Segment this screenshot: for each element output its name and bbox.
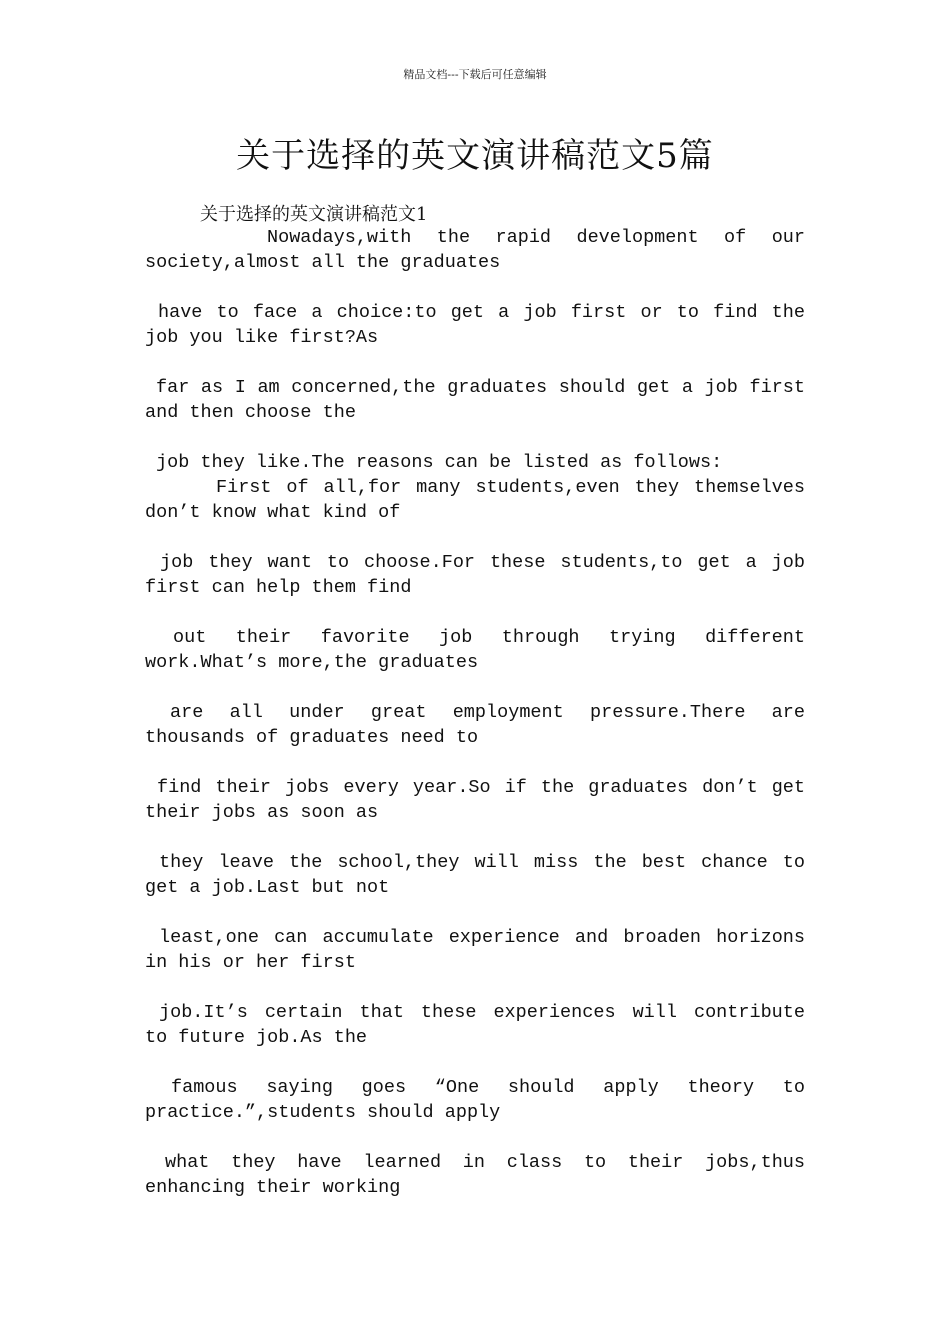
paragraph [145, 1075, 805, 1125]
paragraph-line: far as I am concerned,the graduates should get a job first [156, 377, 805, 398]
paragraph-line: to future job.As the [145, 1027, 368, 1048]
section-heading: 关于选择的英文演讲稿范文1 [200, 204, 428, 225]
paragraph-line: don’t know what kind of [145, 502, 401, 523]
paragraph [145, 1150, 805, 1200]
paragraph [145, 1000, 805, 1050]
paragraph-line: they leave the school,they will miss the best chance to [159, 852, 805, 873]
paragraph [145, 700, 805, 750]
paragraph-line: find their jobs every year.So if the graduates don’t get [157, 777, 805, 798]
page-title: 关于选择的英文演讲稿范文5篇 [236, 136, 714, 176]
paragraph-line: and then choose the [145, 402, 356, 423]
paragraph-line: job they want to choose.For these students,to get a job [160, 552, 805, 573]
paragraph [145, 850, 805, 900]
paragraph-line: work.What’s more,the graduates [145, 652, 479, 673]
paragraph-line: first can help them find [145, 577, 412, 598]
paragraph-line: in his or her first [145, 952, 356, 973]
paragraph-line: have to face a choice:to get a job first or to find the [158, 302, 805, 323]
paragraph [145, 550, 805, 600]
paragraph-line: out their favorite job through trying different [173, 627, 805, 648]
paragraph-line: Nowadays,with the rapid development of our [267, 227, 805, 248]
paragraph [145, 225, 805, 275]
paragraph [145, 625, 805, 675]
paragraph [145, 475, 805, 525]
header-note: 精品文档---下载后可任意编辑 [403, 68, 547, 81]
paragraph-line: what they have learned in class to their jobs,thus [165, 1152, 805, 1173]
paragraph [145, 775, 805, 825]
paragraph-line: First of all,for many students,even they themselves [216, 477, 805, 498]
paragraph-line: their jobs as soon as [145, 802, 379, 823]
paragraph [145, 925, 805, 975]
paragraph-line: society,almost all the graduates [145, 252, 501, 273]
paragraph [145, 300, 805, 350]
paragraph-line: job.It’s certain that these experiences will contribute [159, 1002, 805, 1023]
paragraph-line: practice.”,students should apply [145, 1102, 501, 1123]
paragraph-line: job they like.The reasons can be listed as follows: [156, 452, 723, 473]
paragraph-line: least,one can accumulate experience and broaden horizons [159, 927, 805, 948]
paragraph-line: are all under great employment pressure.There are [170, 702, 805, 723]
paragraph-line: enhancing their working [145, 1177, 401, 1198]
paragraph-line: job you like first?As [145, 327, 379, 348]
paragraph [145, 450, 805, 475]
paragraph [145, 375, 805, 425]
paragraph-line: thousands of graduates need to [145, 727, 479, 748]
paragraph-line: get a job.Last but not [145, 877, 390, 898]
paragraph-line: famous saying goes “One should apply theory to [171, 1077, 805, 1098]
